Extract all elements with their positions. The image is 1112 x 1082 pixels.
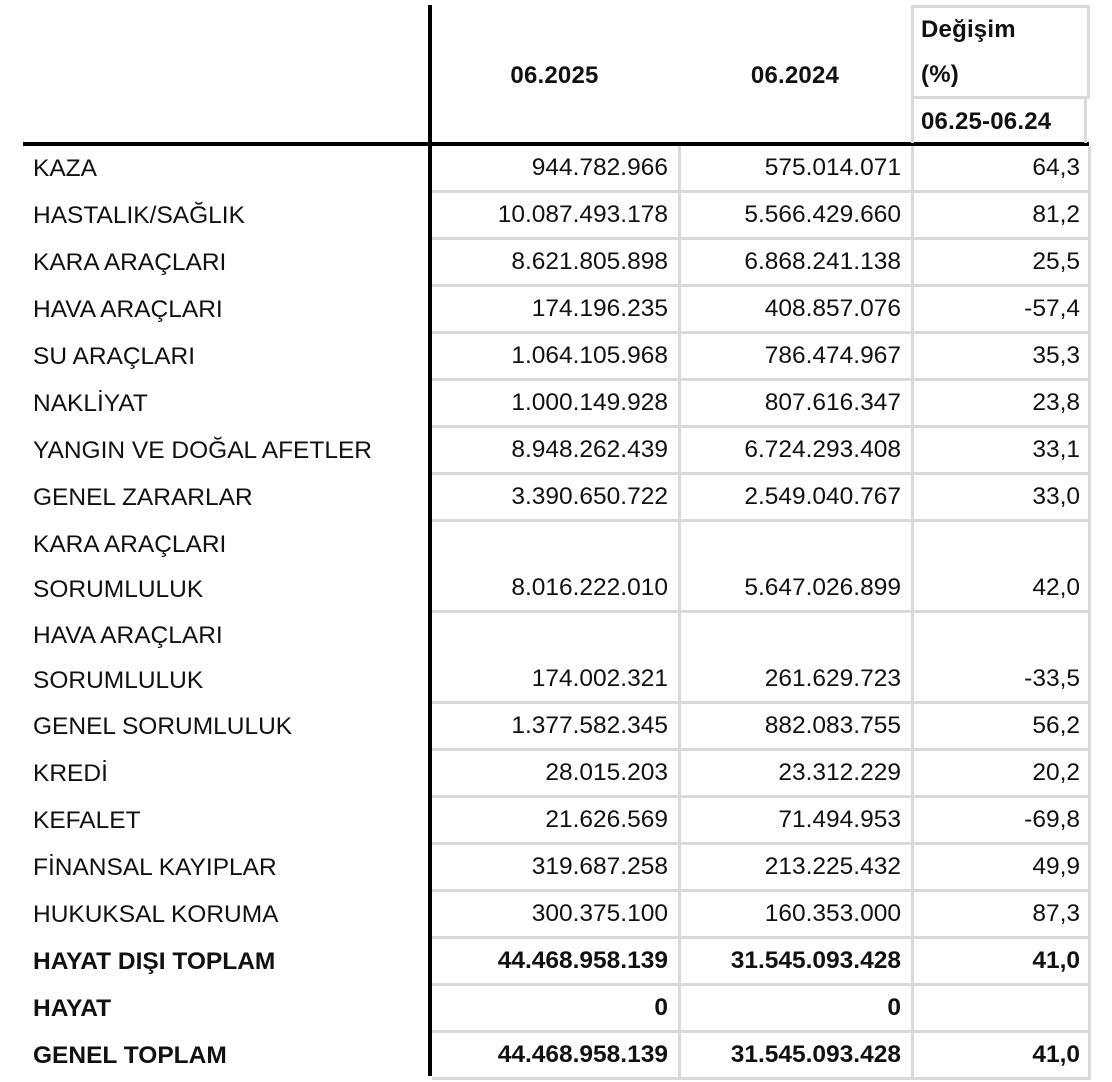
cell-current-value-text: 1.000.149.928 (511, 389, 668, 416)
cell-current-value (432, 892, 681, 939)
cell-change-percent-text: 81,2 (1032, 201, 1080, 228)
row-label (0, 986, 428, 1033)
cell-previous-value (681, 428, 914, 475)
table-row (0, 240, 1112, 287)
cell-previous-value (681, 381, 914, 428)
cell-current-value (432, 428, 681, 475)
cell-current-value-text: 8.016.222.010 (511, 574, 668, 601)
cell-change-percent-text: 56,2 (1032, 712, 1080, 739)
cell-previous-value-text: 408.857.076 (764, 295, 901, 322)
row-label-line: KEFALET (33, 807, 141, 834)
row-label-line: GENEL SORUMLULUK (33, 713, 293, 740)
row-label (0, 1033, 428, 1080)
table-row (0, 381, 1112, 428)
cell-change-percent (914, 704, 1091, 751)
cell-current-value (432, 751, 681, 798)
row-label-line: KREDİ (33, 760, 108, 787)
table-row (0, 798, 1112, 845)
cell-current-value-text: 174.196.235 (531, 295, 668, 322)
row-label (0, 798, 428, 845)
cell-change-percent-text: 35,3 (1032, 342, 1080, 369)
cell-current-value (432, 613, 681, 704)
row-label-line: HAVA ARAÇLARI (33, 296, 223, 323)
table-row (0, 751, 1112, 798)
cell-change-percent (914, 986, 1091, 1033)
row-label (0, 334, 428, 381)
cell-change-percent (914, 1033, 1091, 1080)
table-row (0, 1033, 1112, 1080)
cell-current-value (432, 522, 681, 613)
row-label (0, 613, 428, 704)
cell-current-value (432, 240, 681, 287)
cell-previous-value (681, 986, 914, 1033)
cell-current-value (432, 475, 681, 522)
cell-change-percent-text: 33,0 (1032, 483, 1080, 510)
cell-previous-value-text: 213.225.432 (764, 853, 901, 880)
cell-previous-value (681, 892, 914, 939)
cell-previous-value (681, 1033, 914, 1080)
cell-change-percent (914, 146, 1091, 193)
cell-current-value (432, 845, 681, 892)
cell-previous-value (681, 475, 914, 522)
cell-current-value (432, 287, 681, 334)
row-label-line: HASTALIK/SAĞLIK (33, 202, 245, 229)
row-label (0, 845, 428, 892)
cell-previous-value-text: 575.014.071 (764, 154, 901, 181)
cell-previous-value-text: 5.566.429.660 (744, 201, 901, 228)
header-change-border-left (911, 96, 914, 143)
row-label (0, 428, 428, 475)
row-label-line: GENEL ZARARLAR (33, 484, 253, 511)
cell-change-percent (914, 475, 1091, 522)
cell-previous-value-text: 2.549.040.767 (744, 483, 901, 510)
cell-current-value-text: 21.626.569 (545, 806, 668, 833)
row-label-line: HUKUKSAL KORUMA (33, 901, 279, 928)
cell-previous-value (681, 240, 914, 287)
table-row (0, 428, 1112, 475)
cell-change-percent-text: -69,8 (1024, 806, 1080, 833)
cell-previous-value (681, 522, 914, 613)
row-label-line: SORUMLULUK (33, 576, 204, 603)
row-label-line: KARA ARAÇLARI (33, 249, 227, 276)
cell-change-percent (914, 892, 1091, 939)
cell-change-percent-text: 33,1 (1032, 436, 1080, 463)
table-row (0, 986, 1112, 1033)
table-row (0, 704, 1112, 751)
cell-previous-value (681, 613, 914, 704)
table-row (0, 287, 1112, 334)
row-label (0, 287, 428, 334)
row-label-line: HAYAT DIŞI TOPLAM (33, 948, 276, 975)
cell-change-percent-text: 41,0 (1032, 947, 1080, 974)
cell-previous-value (681, 334, 914, 381)
cell-change-percent (914, 287, 1091, 334)
row-label-line: SORUMLULUK (33, 667, 204, 694)
cell-previous-value (681, 146, 914, 193)
table-row (0, 522, 1112, 613)
row-label (0, 475, 428, 522)
row-label (0, 146, 428, 193)
row-label (0, 240, 428, 287)
row-label-line: YANGIN VE DOĞAL AFETLER (33, 437, 373, 464)
cell-change-percent (914, 751, 1091, 798)
header-change-border-right (1084, 96, 1087, 143)
row-label-line: HAYAT (33, 995, 112, 1022)
row-label-line: FİNANSAL KAYIPLAR (33, 854, 277, 881)
cell-change-percent (914, 939, 1091, 986)
table-row (0, 939, 1112, 986)
row-label (0, 939, 428, 986)
cell-change-percent (914, 798, 1091, 845)
cell-change-percent-text: 87,3 (1032, 900, 1080, 927)
cell-current-value-text: 8.621.805.898 (511, 248, 668, 275)
cell-current-value (432, 704, 681, 751)
cell-previous-value (681, 704, 914, 751)
cell-previous-value (681, 845, 914, 892)
table-row (0, 193, 1112, 240)
cell-change-percent-text: 25,5 (1032, 248, 1080, 275)
cell-previous-value (681, 939, 914, 986)
cell-change-percent (914, 381, 1091, 428)
row-label-line: SU ARAÇLARI (33, 343, 196, 370)
header-change-label: Değişim (921, 16, 1016, 43)
cell-change-percent (914, 613, 1091, 704)
cell-previous-value-text: 6.868.241.138 (744, 248, 901, 275)
cell-current-value-text: 1.377.582.345 (511, 712, 668, 739)
cell-previous-value (681, 751, 914, 798)
row-label-line: KAZA (33, 155, 97, 182)
cell-change-percent-text: 42,0 (1032, 574, 1080, 601)
table-row (0, 613, 1112, 704)
cell-current-value (432, 334, 681, 381)
table-row (0, 892, 1112, 939)
cell-current-value (432, 146, 681, 193)
cell-change-percent (914, 522, 1091, 613)
row-label (0, 751, 428, 798)
header-current-period: 06.2025 (510, 62, 599, 89)
cell-current-value-text: 319.687.258 (531, 853, 668, 880)
row-label-line: HAVA ARAÇLARI (33, 622, 223, 649)
cell-previous-value-text: 6.724.293.408 (744, 436, 901, 463)
cell-change-percent-text: 41,0 (1032, 1041, 1080, 1068)
cell-current-value-text: 174.002.321 (531, 665, 668, 692)
cell-current-value (432, 986, 681, 1033)
cell-previous-value-text: 71.494.953 (778, 806, 901, 833)
table-body (0, 146, 1112, 1080)
cell-previous-value-text: 31.545.093.428 (730, 1041, 901, 1068)
cell-previous-value (681, 193, 914, 240)
cell-previous-value-text: 807.616.347 (764, 389, 901, 416)
row-label-line: KARA ARAÇLARI (33, 531, 227, 558)
row-label (0, 892, 428, 939)
row-label (0, 704, 428, 751)
row-label (0, 193, 428, 240)
cell-previous-value (681, 798, 914, 845)
cell-current-value (432, 193, 681, 240)
cell-current-value (432, 1033, 681, 1080)
cell-change-percent (914, 428, 1091, 475)
cell-current-value-text: 44.468.958.139 (497, 947, 668, 974)
cell-current-value (432, 381, 681, 428)
cell-change-percent-text: -57,4 (1024, 295, 1080, 322)
header-change-unit: (%) (921, 61, 959, 88)
cell-change-percent-text: 20,2 (1032, 759, 1080, 786)
table-row (0, 475, 1112, 522)
row-label (0, 522, 428, 613)
cell-change-percent-text: 23,8 (1032, 389, 1080, 416)
cell-previous-value-text: 0 (887, 994, 901, 1021)
cell-previous-value-text: 31.545.093.428 (730, 947, 901, 974)
cell-current-value-text: 1.064.105.968 (511, 342, 668, 369)
table-row (0, 146, 1112, 193)
cell-change-percent (914, 845, 1091, 892)
cell-current-value (432, 798, 681, 845)
cell-previous-value-text: 882.083.755 (764, 712, 901, 739)
cell-previous-value-text: 261.629.723 (764, 665, 901, 692)
cell-change-percent-text: 49,9 (1032, 853, 1080, 880)
row-label-line: GENEL TOPLAM (33, 1042, 227, 1069)
cell-current-value-text: 0 (654, 994, 668, 1021)
cell-previous-value-text: 5.647.026.899 (744, 574, 901, 601)
cell-current-value (432, 939, 681, 986)
cell-change-percent (914, 334, 1091, 381)
cell-current-value-text: 10.087.493.178 (497, 201, 668, 228)
cell-current-value-text: 3.390.650.722 (511, 483, 668, 510)
cell-change-percent-text: -33,5 (1024, 665, 1080, 692)
cell-current-value-text: 300.375.100 (531, 900, 668, 927)
cell-change-percent-text: 64,3 (1032, 154, 1080, 181)
cell-previous-value-text: 23.312.229 (778, 759, 901, 786)
table-row (0, 845, 1112, 892)
cell-previous-value-text: 786.474.967 (764, 342, 901, 369)
row-label (0, 381, 428, 428)
cell-change-percent (914, 240, 1091, 287)
header-previous-period: 06.2024 (750, 62, 840, 89)
row-label-line: NAKLİYAT (33, 390, 148, 417)
cell-current-value-text: 28.015.203 (545, 759, 668, 786)
table-row (0, 334, 1112, 381)
cell-previous-value (681, 287, 914, 334)
cell-current-value-text: 44.468.958.139 (497, 1041, 668, 1068)
cell-previous-value-text: 160.353.000 (764, 900, 901, 927)
cell-current-value-text: 944.782.966 (531, 154, 668, 181)
cell-change-percent (914, 193, 1091, 240)
cell-current-value-text: 8.948.262.439 (511, 436, 668, 463)
header-change-period: 06.25-06.24 (921, 108, 1052, 135)
